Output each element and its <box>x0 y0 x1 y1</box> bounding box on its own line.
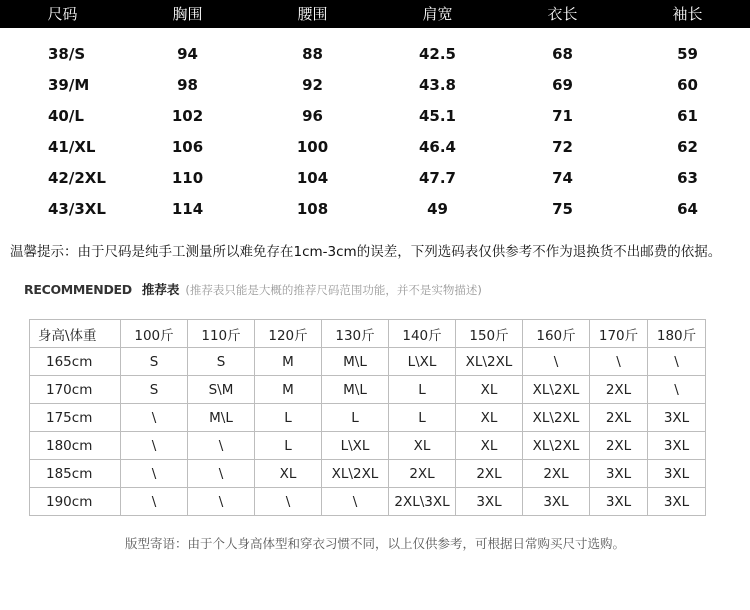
size-row <box>0 38 750 69</box>
recommended-size-cell: 3XL <box>523 488 590 516</box>
recommended-row <box>30 488 706 516</box>
recommended-size-cell: \ <box>121 432 188 460</box>
measurement-cell: 88 <box>302 44 323 63</box>
measurement-cell: 63 <box>677 168 698 187</box>
weight-header-cell: 170斤 <box>590 320 648 348</box>
measurement-cell: 45.1 <box>418 106 456 125</box>
recommended-row <box>30 404 706 432</box>
recommended-size-cell: L <box>389 376 456 404</box>
size-label-cell: 42/2XL <box>48 168 106 187</box>
recommended-size-cell: 3XL <box>648 404 706 432</box>
measurement-cell: 98 <box>177 75 198 94</box>
measurement-cell: 64 <box>677 199 698 218</box>
measurement-notice: 温馨提示：由于尺码是纯手工测量所以难免存在1cm-3cm的误差，下列选码表仅供参考不作为退换货不出邮费的依据。 <box>10 244 722 260</box>
height-cell: 175cm <box>30 404 121 432</box>
size-label-cell: 41/XL <box>48 137 96 156</box>
recommended-size-cell: 2XL <box>456 460 523 488</box>
recommended-size-cell: M <box>255 376 322 404</box>
measurement-cell: 49 <box>427 199 448 218</box>
size-row <box>0 162 750 193</box>
recommended-size-cell: S <box>188 348 255 376</box>
height-cell: 185cm <box>30 460 121 488</box>
recommended-size-cell: 3XL <box>456 488 523 516</box>
size-chart-table <box>0 38 750 224</box>
recommended-table-body <box>30 320 706 516</box>
recommended-size-cell: XL <box>456 376 523 404</box>
measurement-cell: 72 <box>552 137 573 156</box>
measurement-cell: 75 <box>552 199 573 218</box>
recommended-size-cell: 3XL <box>648 460 706 488</box>
recommended-size-cell: \ <box>188 488 255 516</box>
recommended-size-cell: 2XL <box>590 432 648 460</box>
measurement-cell: 106 <box>171 137 204 156</box>
recommended-header-row <box>30 320 706 348</box>
size-chart-body <box>0 38 750 224</box>
recommended-title-cn: 推荐表 <box>141 282 180 297</box>
measurement-cell: 61 <box>677 106 698 125</box>
size-row <box>0 100 750 131</box>
measurement-cell: 69 <box>552 75 573 94</box>
recommended-size-cell: 3XL <box>648 432 706 460</box>
header-sleeve: 袖长 <box>672 5 703 23</box>
recommended-size-cell: XL\2XL <box>523 404 590 432</box>
measurement-cell: 46.4 <box>418 137 456 156</box>
recommended-size-cell: L <box>255 404 322 432</box>
recommended-size-cell: XL\2XL <box>322 460 389 488</box>
recommended-size-cell: XL\2XL <box>523 376 590 404</box>
measurement-cell: 100 <box>296 137 329 156</box>
recommended-size-cell: 2XL\3XL <box>389 488 456 516</box>
measurement-cell: 108 <box>296 199 329 218</box>
recommended-size-cell: L <box>255 432 322 460</box>
weight-header-cell: 160斤 <box>523 320 590 348</box>
measurement-cell: 62 <box>677 137 698 156</box>
header-length: 衣长 <box>547 5 578 23</box>
recommended-size-cell: XL\2XL <box>456 348 523 376</box>
height-cell: 165cm <box>30 348 121 376</box>
recommended-size-cell: L\XL <box>389 348 456 376</box>
recommended-size-cell: L\XL <box>322 432 389 460</box>
measurement-cell: 60 <box>677 75 698 94</box>
measurement-cell: 42.5 <box>418 44 456 63</box>
recommended-size-cell: 2XL <box>590 376 648 404</box>
recommended-size-cell: XL\2XL <box>523 432 590 460</box>
weight-header-cell: 130斤 <box>322 320 389 348</box>
weight-header-cell: 180斤 <box>648 320 706 348</box>
weight-header-cell: 120斤 <box>255 320 322 348</box>
recommended-title-en: RECOMMENDED <box>24 282 132 297</box>
recommended-size-cell: S <box>121 348 188 376</box>
recommended-row <box>30 432 706 460</box>
recommended-size-cell: \ <box>255 488 322 516</box>
recommended-subtitle: (推荐表只能是大概的推荐尺码范围功能，并不是实物描述) <box>185 283 482 297</box>
recommended-size-cell: XL <box>389 432 456 460</box>
recommended-heading <box>24 280 482 298</box>
recommended-size-cell: \ <box>188 432 255 460</box>
fit-footnote: 版型寄语：由于个人身高体型和穿衣习惯不同，以上仅供参考，可根据日常购买尺寸选购。 <box>124 536 625 551</box>
header-size: 尺码 <box>47 5 78 23</box>
recommended-row <box>30 348 706 376</box>
size-label-cell: 43/3XL <box>48 199 106 218</box>
recommended-size-cell: \ <box>322 488 389 516</box>
weight-header-cell: 100斤 <box>121 320 188 348</box>
recommended-size-cell: L <box>389 404 456 432</box>
recommended-table <box>29 319 706 516</box>
recommended-size-cell: \ <box>121 488 188 516</box>
recommended-size-cell: 3XL <box>648 488 706 516</box>
recommended-size-cell: M\L <box>188 404 255 432</box>
recommended-size-cell: 2XL <box>590 404 648 432</box>
header-chest: 胸围 <box>172 5 203 23</box>
height-cell: 190cm <box>30 488 121 516</box>
header-waist: 腰围 <box>297 5 328 23</box>
measurement-cell: 114 <box>171 199 204 218</box>
recommended-size-cell: \ <box>121 460 188 488</box>
measurement-cell: 43.8 <box>418 75 456 94</box>
header-shoulder: 肩宽 <box>422 5 453 23</box>
measurement-cell: 47.7 <box>418 168 456 187</box>
size-label-cell: 39/M <box>48 75 90 94</box>
size-label-cell: 38/S <box>48 44 86 63</box>
recommended-size-cell: S <box>121 376 188 404</box>
size-row <box>0 69 750 100</box>
recommended-size-cell: M\L <box>322 348 389 376</box>
recommended-row <box>30 460 706 488</box>
measurement-cell: 74 <box>552 168 573 187</box>
recommended-size-cell: S\M <box>188 376 255 404</box>
measurement-cell: 94 <box>177 44 198 63</box>
size-label-cell: 40/L <box>48 106 84 125</box>
height-cell: 180cm <box>30 432 121 460</box>
recommended-size-cell: \ <box>188 460 255 488</box>
recommended-size-cell: XL <box>255 460 322 488</box>
weight-header-cell: 140斤 <box>389 320 456 348</box>
recommended-size-cell: \ <box>648 348 706 376</box>
size-row <box>0 193 750 224</box>
measurement-cell: 96 <box>302 106 323 125</box>
size-chart-header <box>0 0 750 28</box>
recommended-size-cell: 3XL <box>590 488 648 516</box>
height-cell: 170cm <box>30 376 121 404</box>
measurement-cell: 102 <box>171 106 204 125</box>
recommended-size-cell: \ <box>590 348 648 376</box>
recommended-size-cell: \ <box>121 404 188 432</box>
recommended-size-cell: M\L <box>322 376 389 404</box>
measurement-cell: 92 <box>302 75 323 94</box>
recommended-size-cell: \ <box>648 376 706 404</box>
recommended-size-cell: 2XL <box>523 460 590 488</box>
height-weight-corner: 身高\体重 <box>30 320 121 348</box>
recommended-size-cell: 2XL <box>389 460 456 488</box>
weight-header-cell: 110斤 <box>188 320 255 348</box>
measurement-cell: 68 <box>552 44 573 63</box>
recommended-size-cell: XL <box>456 404 523 432</box>
recommended-size-cell: L <box>322 404 389 432</box>
recommended-size-cell: M <box>255 348 322 376</box>
measurement-cell: 71 <box>552 106 573 125</box>
weight-header-cell: 150斤 <box>456 320 523 348</box>
recommended-size-cell: 3XL <box>590 460 648 488</box>
recommended-row <box>30 376 706 404</box>
measurement-cell: 110 <box>171 168 204 187</box>
recommended-size-cell: XL <box>456 432 523 460</box>
measurement-cell: 104 <box>296 168 329 187</box>
recommended-size-cell: \ <box>523 348 590 376</box>
size-row <box>0 131 750 162</box>
measurement-cell: 59 <box>677 44 698 63</box>
